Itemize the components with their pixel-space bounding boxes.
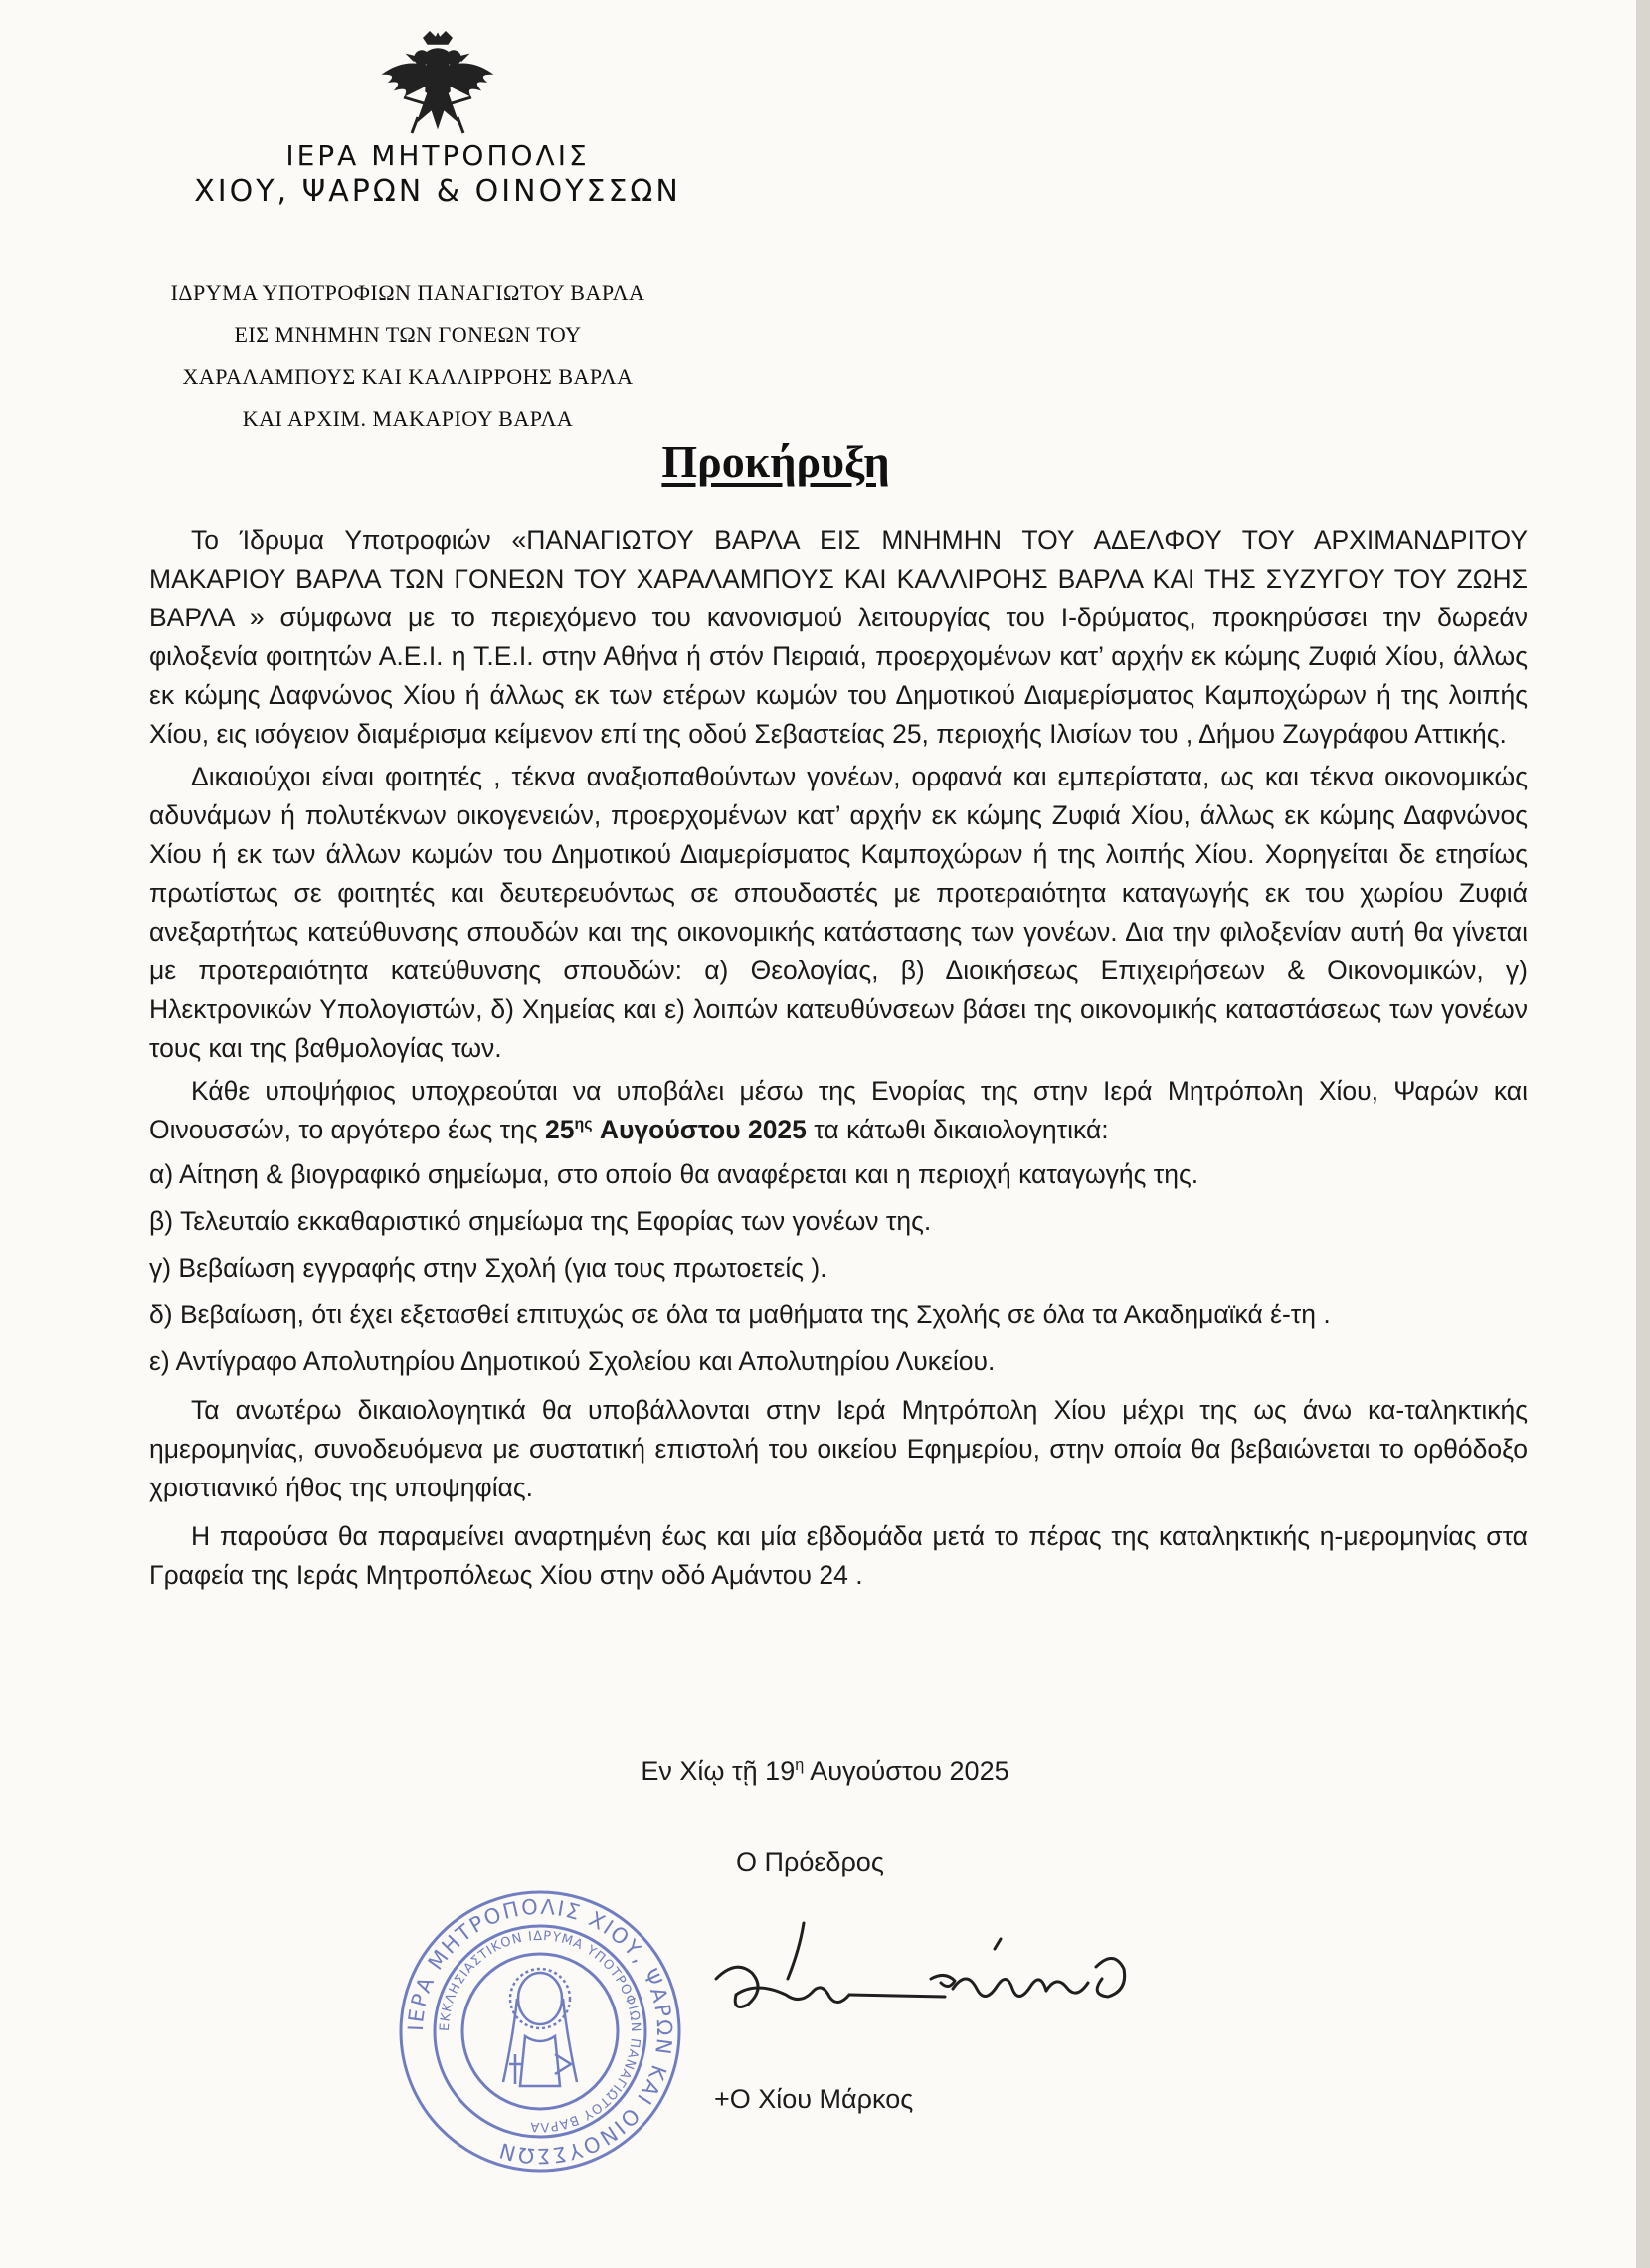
paragraph-posting: Η παρούσα θα παραμείνει αναρτημένη έως και μία εβδομάδα μετά το πέρας της καταληκτικής η-μερομηνίας στα Γραφεία της Ιεράς Μητροπόλεως Χίου στην οδό Αμάντου 24 .: [149, 1521, 1528, 1590]
deadline-month: Αυγούστου 2025: [599, 1115, 807, 1144]
foundation-line-1: ΙΔΡΥΜΑ ΥΠΟΤΡΟΦΙΩΝ ΠΑΝΑΓΙΩΤΟΥ ΒΑΡΛΑ: [170, 280, 645, 305]
paragraph-beneficiaries: Δικαιούχοι είναι φοιτητές , τέκνα αναξιοπαθούντων γονέων, ορφανά και εμπερίστατα, ως και τέκνα οικονομικώς αδυνάμων ή πολυτέκνων οικογενειών, προερχομένων κατ’ αρχήν εκ κώμης Ζυφιά Χίου, άλλως εκ κώμης Δαφνώνος Χίου ή εκ των άλλων κωμών του Δημοτικού Διαμερίσματος Καμποχώρων ή της λοιπής Χίου. Χορηγείται δε ετησίως πρωτίστως σε φοιτητές και δευτερευόντως σε σπουδαστές με προτεραιότητα καταγωγής εκ του χωρίου Ζυφιά ανεξαρτήτως κατεύθυνσης σπουδών και της οικονομικής κατάστασης των γονέων. Δια την φιλοξενίαν αυτή θα γίνεται με προτεραιότητα κατεύθυνσης σπουδών: α) Θεολογίας, β) Διοικήσεως Επιχειρήσεων & Οικονομικών, γ) Ηλεκτρονικών Υπολογιστών, δ) Χημείας και ε) λοιπών κατευθύνσεων βάσει της οικονομικής καταστάσεως των γονέων τους και της βαθμολογίας των.: [149, 762, 1528, 1063]
requirement-item-b: β) Τελευταίο εκκαθαριστικό σημείωμα της Εφορίας των γονέων της.: [149, 1206, 932, 1236]
signer-name: +Ο Χίου Μάρκος: [714, 2084, 914, 2114]
announcement-body: [149, 521, 1528, 1595]
letterhead: [0, 30, 875, 209]
double-headed-eagle-emblem: [378, 30, 497, 139]
metropolis-name-line2: ΧΙΟΥ, ΨΑΡΩΝ & ΟΙΝΟΥΣΣΩΝ: [194, 174, 681, 209]
place-and-date: Εν Χίῳ τῇ $19^\eta$ Αυγούστου 2025: [641, 1756, 1009, 1786]
metropolis-stamp: [396, 1887, 684, 2176]
foundation-name-block: [99, 272, 716, 439]
stamp-inner-text: ΕΚΚΛΗΣΙΑΣΤΙΚΟΝ ΙΔΡΥΜΑ ΥΠΟΤΡΟΦΙΩΝ ΠΑΝΑΓΙΩΤΟΥ ΒΑΡΛΑ: [437, 1928, 643, 2135]
deadline-day: $25^{\eta\varsigma}$: [545, 1115, 593, 1144]
saint-icon: [503, 1969, 577, 2086]
metropolis-name-line1: ΙΕΡΑ ΜΗΤΡΟΠΟΛΙΣ: [285, 139, 590, 172]
requirement-item-e: ε) Αντίγραφο Απολυτηρίου Δημοτικού Σχολείου και Απολυτηρίου Λυκείου.: [149, 1346, 996, 1376]
foundation-line-2: ΕΙΣ ΜΝΗΜΗΝ ΤΩΝ ΓΟΝΕΩΝ ΤΟΥ: [234, 322, 582, 347]
page-edge: [1636, 0, 1650, 2268]
requirement-item-d: δ) Βεβαίωση, ότι έχει εξετασθεί επιτυχώς σε όλα τα μαθήματα της Σχολής σε όλα τα Ακαδημαϊκά έ-τη .: [149, 1300, 1331, 1329]
handwritten-signature: [696, 1909, 1164, 2058]
deadline-text-before: Κάθε υποψήφιος υποχρεούται να υποβάλει μέσω της Ενορίας της στην Ιερά Μητρόπολη Χίου, Ψαρών και Οινουσσών, το αργότερο έως της: [149, 1076, 1528, 1144]
paragraph-deadline: [149, 1072, 1528, 1149]
deadline-text-after: τα κάτωθι δικαιολογητικά:: [814, 1115, 1109, 1144]
document-title: Προκήρυξη: [661, 436, 890, 487]
requirement-item-a: α) Αίτηση & βιογραφικό σημείωμα, στο οποίο θα αναφέρεται και η περιοχή καταγωγής της.: [149, 1159, 1199, 1189]
paragraph-submission: Τα ανωτέρω δικαιολογητικά θα υποβάλλονται στην Ιερά Μητρόπολη Χίου μέχρι της ως άνω κα-ταληκτικής ημερομηνίας, συνοδευόμενα με συστατική επιστολή του οικείου Εφημερίου, στην οποία θα βεβαιώνεται το ορθόδοξο χριστιανικό ήθος της υποψηφίας.: [149, 1395, 1528, 1502]
president-title: Ο Πρόεδρος: [736, 1847, 884, 1877]
svg-text:ΕΚΚΛΗΣΙΑΣΤΙΚΟΝ ΙΔΡΥΜΑ ΥΠΟΤΡΟΦΙ: [438, 1929, 642, 2134]
stamp-outer-text: ΙΕΡΑ ΜΗΤΡΟΠΟΛΙΣ ΧΙΟΥ, ΨΑΡΩΝ ΚΑΙ ΟΙΝΟΥΣΣΩΝ: [403, 1894, 677, 2169]
foundation-line-3: ΧΑΡΑΛΑΜΠΟΥΣ ΚΑΙ ΚΑΛΛΙΡΡΟΗΣ ΒΑΡΛΑ: [182, 364, 634, 389]
requirement-item-c: γ) Βεβαίωση εγγραφής στην Σχολή (για τους πρωτοετείς ).: [149, 1253, 827, 1283]
foundation-line-4: ΚΑΙ ΑΡΧΙΜ. ΜΑΚΑΡΙΟΥ ΒΑΡΛΑ: [242, 406, 574, 431]
paragraph-intro: Το Ίδρυμα Υποτροφιών «ΠΑΝΑΓΙΩΤΟΥ ΒΑΡΛΑ ΕΙΣ ΜΝΗΜΗΝ ΤΟΥ ΑΔΕΛΦΟΥ ΤΟΥ ΑΡΧΙΜΑΝΔΡΙΤΟΥ ΜΑΚΑΡΙΟΥ ΒΑΡΛΑ ΤΩΝ ΓΟΝΕΩΝ ΤΟΥ ΧΑΡΑΛΑΜΠΟΥΣ ΚΑΙ ΚΑΛΛΙΡΟΗΣ ΒΑΡΛΑ ΚΑΙ ΤΗΣ ΣΥΖΥΓΟΥ ΤΟΥ ΖΩΗΣ ΒΑΡΛΑ » σύμφωνα με το περιεχόμενο του κανονισμού λειτουργίας του Ι-δρύματος, προκηρύσσει την δωρεάν φιλοξενία φοιτητών Α.Ε.Ι. η Τ.Ε.Ι. στην Αθήνα ή στόν Πειραιά, προερχομένων κατ’ αρχήν εκ κώμης Ζυφιά Χίου, άλλως εκ κώμης Δαφνώνος Χίου ή άλλως εκ των ετέρων κωμών του Δημοτικού Διαμερίσματος Καμποχώρων ή της λοιπής Χίου, εις ισόγειον διαμέρισμα κείμενον επί της οδού Σεβαστείας 25, περιοχής Ιλισίων του , Δήμου Ζωγράφου Αττικής.: [149, 525, 1528, 749]
